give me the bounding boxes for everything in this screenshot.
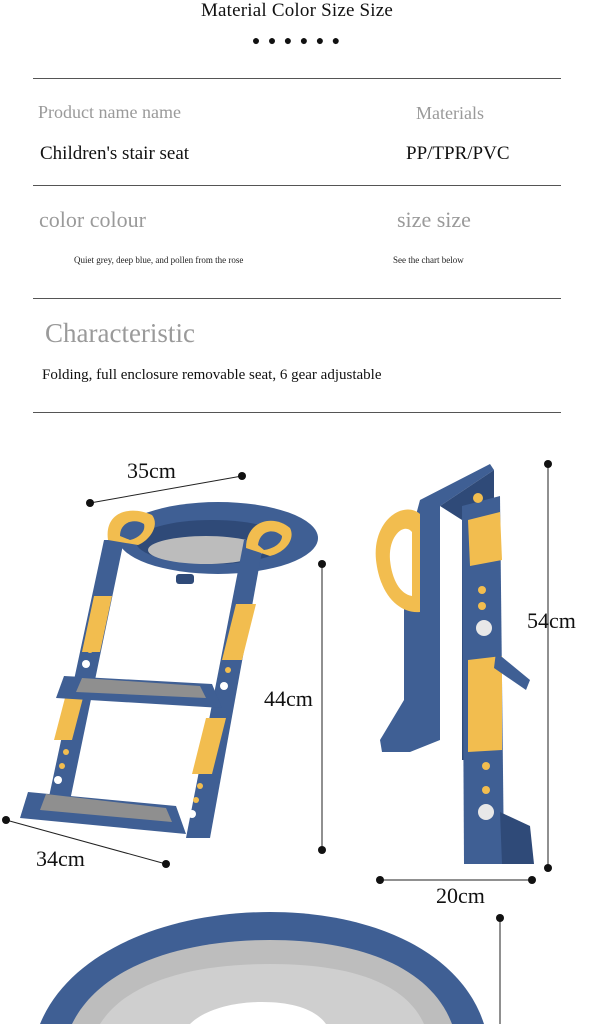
characteristic-label: Characteristic bbox=[45, 318, 195, 348]
product-name-label: Product name name bbox=[38, 102, 181, 122]
total-height-label: 54cm bbox=[527, 608, 576, 633]
seat-width-label: 35cm bbox=[127, 458, 176, 483]
product-name-value: Children's stair seat bbox=[40, 143, 190, 164]
page-title: Material Color Size Size bbox=[200, 0, 394, 21]
base-width-label: 34cm bbox=[36, 846, 85, 871]
side-view-stool bbox=[376, 464, 534, 864]
front-height-label: 44cm bbox=[264, 686, 313, 711]
characteristic-value: Folding, full enclosure removable seat, 6 gear adjustable bbox=[42, 367, 382, 383]
seat-closeup bbox=[40, 912, 484, 1024]
size-value: See the chart below bbox=[393, 255, 464, 265]
color-label: color colour bbox=[39, 207, 146, 232]
depth-label: 20cm bbox=[436, 883, 485, 908]
materials-value: PP/TPR/PVC bbox=[406, 143, 510, 164]
divider-dots: ● ● ● ● ● ● bbox=[251, 34, 343, 49]
materials-label: Materials bbox=[416, 103, 484, 123]
color-value: Quiet grey, deep blue, and pollen from the rose bbox=[74, 255, 244, 265]
size-label: size size bbox=[397, 207, 471, 232]
front-view-stool bbox=[20, 502, 318, 838]
